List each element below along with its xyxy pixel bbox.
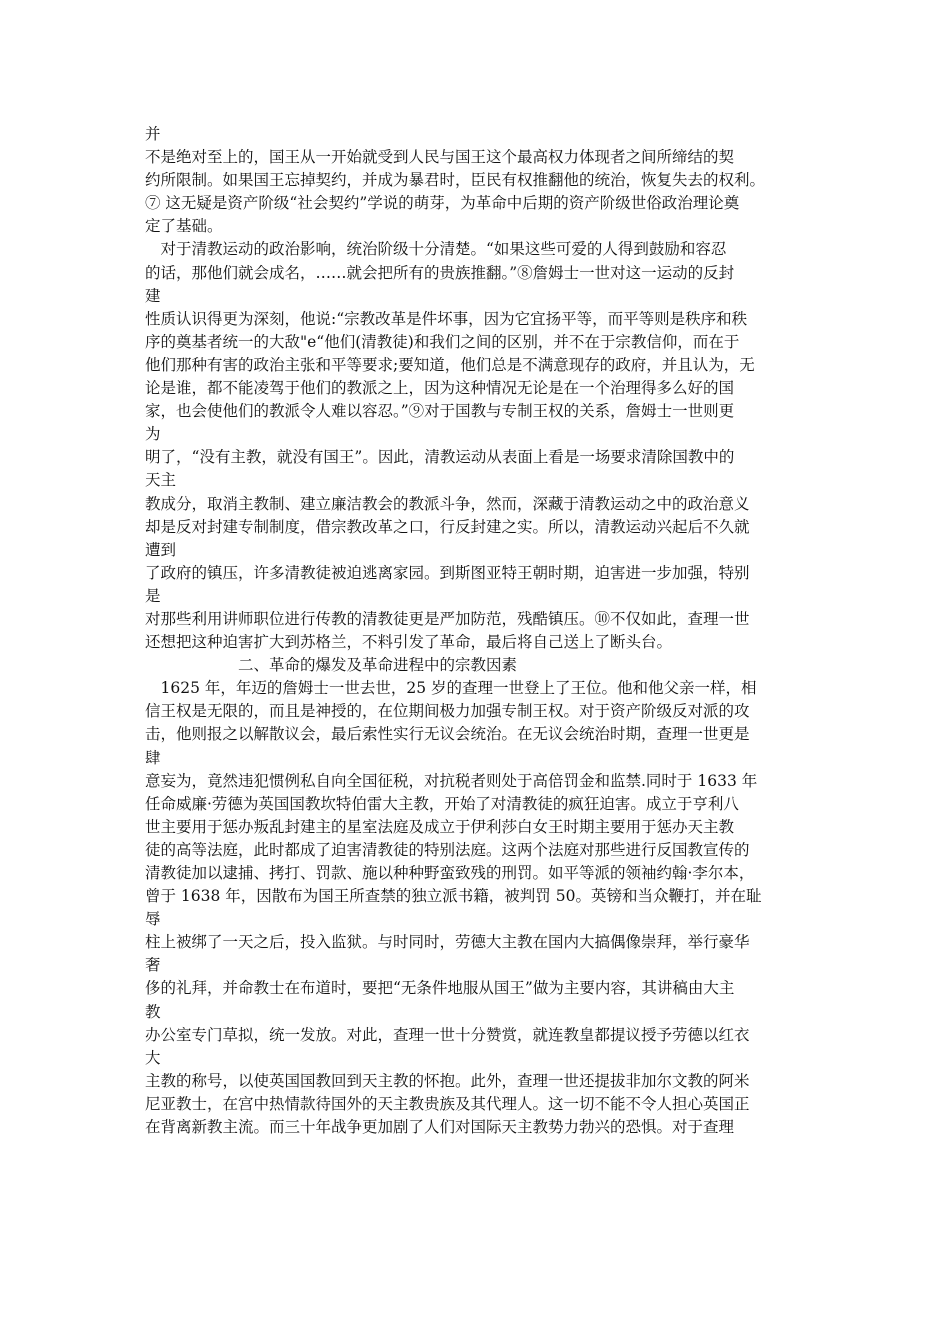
text-line: 柱上被绑了一天之后，投入监狱。与时同时，劳德大主教在国内大搞偶像崇拜，举行豪华 [145, 933, 750, 952]
text-line: 主教的称号，以使英国国教回到天主教的怀抱。此外，查理一世还提拔非加尔文教的阿米 [145, 1071, 750, 1090]
text-line: 家，也会使他们的教派令人难以容忍。”⑨对于国教与专制王权的关系，詹姆士一世则更 [145, 402, 735, 421]
text-line: 了政府的镇压，许多清教徒被迫逃离家园。到斯图亚特王朝时期，迫害进一步加强，特别 [145, 563, 750, 582]
text-line: 天主 [145, 471, 177, 490]
text-line: 定了基础。 [145, 217, 223, 236]
text-line: 序的奠基者统一的大敌"e“他们(清教徒)和我们之间的区别，并不在于宗教信仰，而在于 [145, 332, 740, 351]
text-line: 并 [145, 125, 161, 143]
text-line: 约所限制。如果国王忘掉契约，并成为暴君时，臣民有权推翻他的统治，恢复失去的权利。 [145, 171, 766, 190]
text-line: 尼亚教士，在宫中热情款待国外的天主教贵族及其代理人。这一切不能不令人担心英国正 [145, 1094, 750, 1113]
text-line: 在背离新教主流。而三十年战争更加剧了人们对国际天主教势力勃兴的恐惧。对于查理 [145, 1118, 735, 1137]
text-line: 对那些利用讲师职位进行传教的清教徒更是严加防范，残酷镇压。⑩不仅如此，查理一世 [145, 609, 750, 628]
text-line: 还想把这种迫害扩大到苏格兰，不料引发了革命，最后将自己送上了断头台。 [145, 633, 673, 652]
text-line: 肆 [145, 748, 161, 767]
text-line: ⑦ 这无疑是资产阶级“社会契约”学说的萌芽，为革命中后期的资产阶级世俗政治理论奠 [145, 194, 740, 213]
document-body [145, 123, 810, 1139]
text-line: 意妄为，竟然违犯惯例私自向全国征税，对抗税者则处于高倍罚金和监禁.同时于 1633 年 [145, 771, 758, 790]
text-line: 任命威廉·劳德为英国国教坎特伯雷大主教，开始了对清教徒的疯狂迫害。成立于亨利八 [145, 794, 739, 813]
text-line: 大 [145, 1048, 161, 1067]
text-line: 论是谁，都不能凌驾于他们的教派之上，因为这种情况无论是在一个治理得多么好的国 [145, 379, 735, 398]
text-line: 的话，那他们就会成名，……就会把所有的贵族推翻。”⑧詹姆士一世对这一运动的反封 [145, 263, 735, 282]
text-line: 1625 年，年迈的詹姆士一世去世，25 岁的查理一世登上了王位。他和他父亲一样，相 [145, 679, 757, 698]
text-line: 教成分，取消主教制、建立廉洁教会的教派斗争，然而，深藏于清教运动之中的政治意义 [145, 494, 750, 513]
text-line: 对于清教运动的政治影响，统治阶级十分清楚。“如果这些可爱的人得到鼓励和容忍 [145, 240, 727, 259]
text-line: 为 [145, 425, 161, 444]
text-line: 却是反对封建专制制度，借宗教改革之口，行反封建之实。所以，清教运动兴起后不久就 [145, 517, 750, 536]
text-line: 世主要用于惩办叛乱封建主的星室法庭及成立于伊利莎白女王时期主要用于惩办天主教 [145, 817, 735, 836]
text-line: 是 [145, 586, 161, 605]
text-line: 辱 [145, 910, 161, 929]
text-line: 奢 [145, 956, 161, 975]
text-line: 办公室专门草拟，统一发放。对此，查理一世十分赞赏，就连教皇都提议授予劳德以红衣 [145, 1025, 750, 1044]
text-line: 明了，“没有主教，就没有国王”。因此，清教运动从表面上看是一场要求清除国教中的 [145, 448, 735, 467]
text-line: 信王权是无限的，而且是神授的，在位期间极力加强专制王权。对于资产阶级反对派的攻 [145, 702, 750, 721]
text-line: 性质认识得更为深刻，他说:“宗教改革是件坏事，因为它宜扬平等，而平等则是秩序和秩 [145, 309, 748, 328]
text-line: 建 [145, 286, 161, 305]
text-line: 击，他则报之以解散议会，最后索性实行无议会统治。在无议会统治时期，查理一世更是 [145, 725, 750, 744]
text-line: 徒的高等法庭，此时都成了迫害清教徒的特别法庭。这两个法庭对那些进行反国教宣传的 [145, 840, 750, 859]
text-line: 遭到 [145, 540, 177, 559]
text-line: 清教徒加以逮捕、拷打、罚款、施以种种野蛮致残的刑罚。如平等派的领袖约翰·李尔本， [145, 864, 755, 882]
text-line: 他们那种有害的政治主张和平等要求;要知道，他们总是不满意现存的政府，并且认为，无 [145, 355, 755, 374]
text-line: 不是绝对至上的，国王从一开始就受到人民与国王这个最高权力体现者之间所缔结的契 [145, 148, 735, 167]
text-line: 教 [145, 1002, 161, 1021]
text-line: 侈的礼拜，并命教士在布道时，要把“无条件地服从国王”做为主要内容，其讲稿由大主 [145, 979, 735, 998]
text-line: 曾于 1638 年，因散布为国王所查禁的独立派书籍，被判罚 50。英镑和当众鞭打，并在耻 [145, 887, 762, 906]
text-line: 二、革命的爆发及革命进程中的宗教因素 [145, 656, 518, 675]
